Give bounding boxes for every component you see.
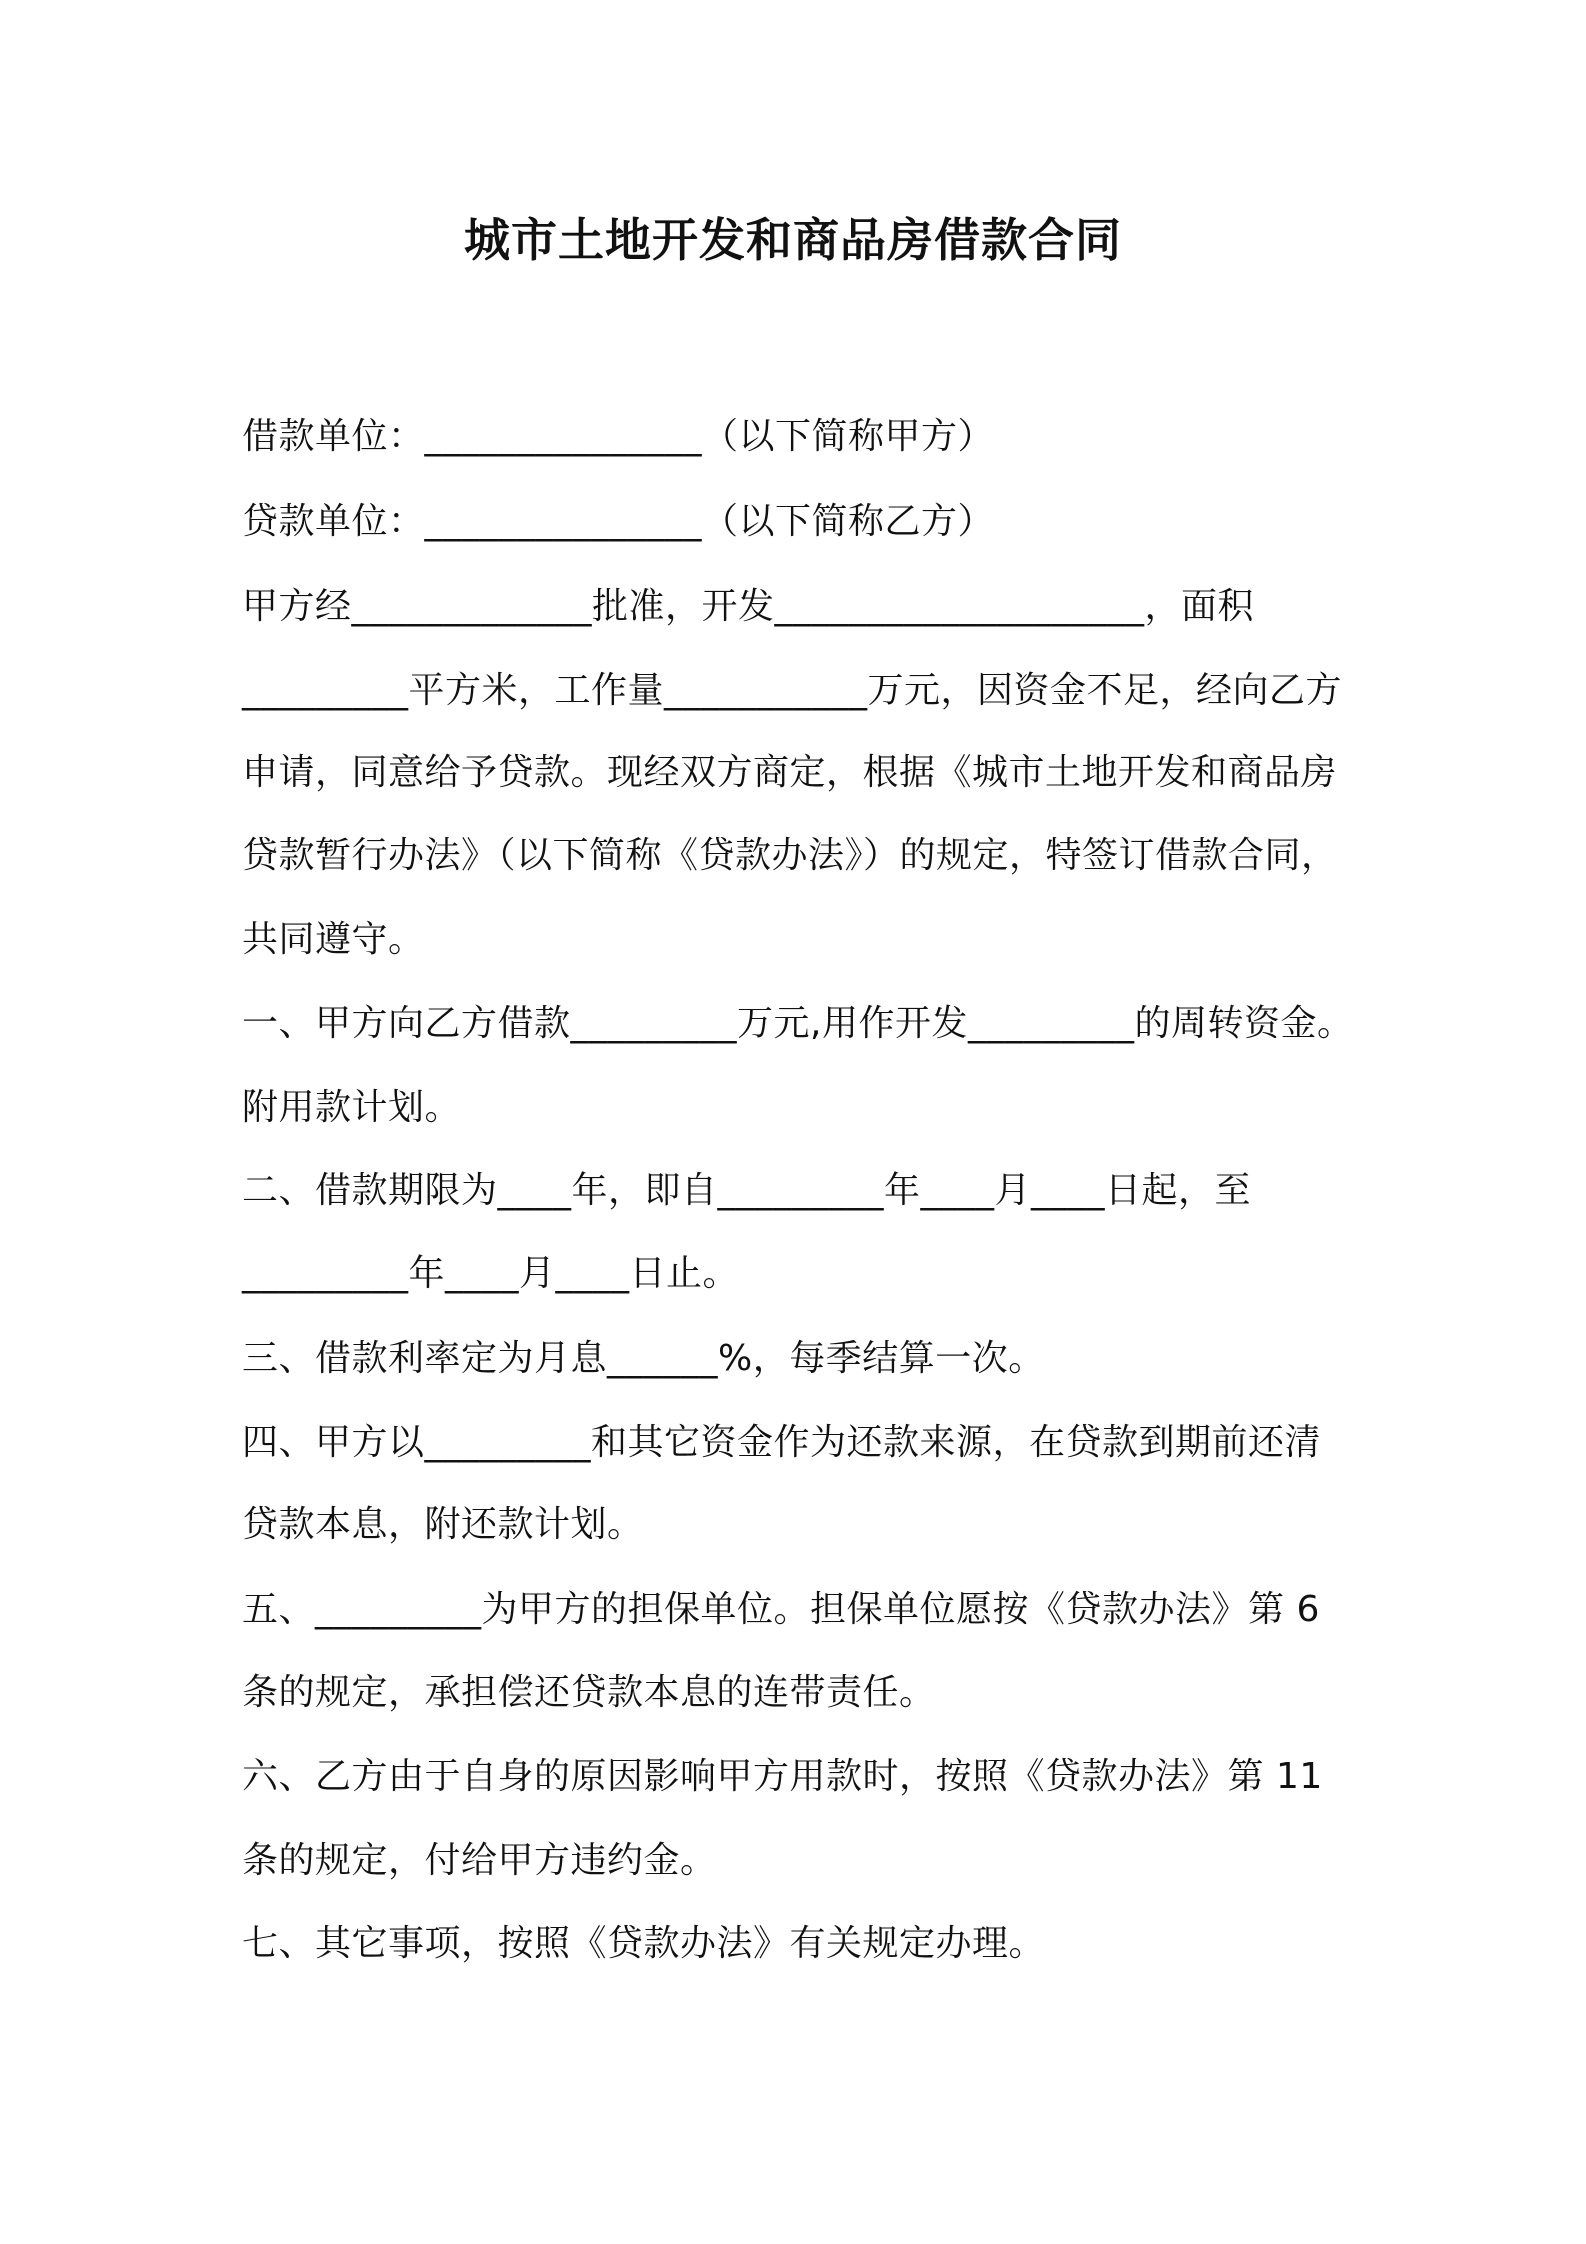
text-line: 六、乙方由于自身的原因影响甲方用款时，按照《贷款办法》第 11 <box>242 1756 1323 1797</box>
text-line: 贷款本息，附还款计划。 <box>242 1504 644 1545</box>
text-line: 五、_________为甲方的担保单位。担保单位愿按《贷款办法》第 6 <box>242 1589 1320 1630</box>
text-line: 二、借款期限为____年，即自_________年____月____日起，至 <box>242 1170 1252 1211</box>
text-line: 四、甲方以_________和其它资金作为还款来源，在贷款到期前还清 <box>242 1422 1322 1463</box>
text-line: 附用款计划。 <box>242 1087 462 1128</box>
text-line: 贷款单位：_______________（以下简称乙方） <box>242 501 995 542</box>
text-line: 一、甲方向乙方借款_________万元,用作开发_________的周转资金。 <box>242 1003 1354 1044</box>
text-line: 甲方经_____________批准，开发____________________，面积 <box>242 586 1255 627</box>
text-line: _________平方米，工作量___________万元，因资金不足，经向乙方 <box>242 670 1343 711</box>
text-line: 条的规定，付给甲方违约金。 <box>242 1840 717 1881</box>
document-title: 城市土地开发和商品房借款合同 <box>464 213 1122 267</box>
text-line: _________年____月____日止。 <box>242 1253 740 1294</box>
text-line: 三、借款利率定为月息______%，每季结算一次。 <box>242 1338 1045 1379</box>
text-line: 共同遵守。 <box>242 919 425 960</box>
text-line: 条的规定，承担偿还贷款本息的连带责任。 <box>242 1672 936 1713</box>
text-line: 借款单位：_______________（以下简称甲方） <box>242 416 995 457</box>
text-line: 申请，同意给予贷款。现经双方商定，根据《城市土地开发和商品房 <box>242 752 1338 793</box>
text-line: 贷款暂行办法》（以下简称《贷款办法》）的规定，特签订借款合同， <box>242 835 1338 876</box>
text-line: 七、其它事项，按照《贷款办法》有关规定办理。 <box>242 1923 1046 1964</box>
